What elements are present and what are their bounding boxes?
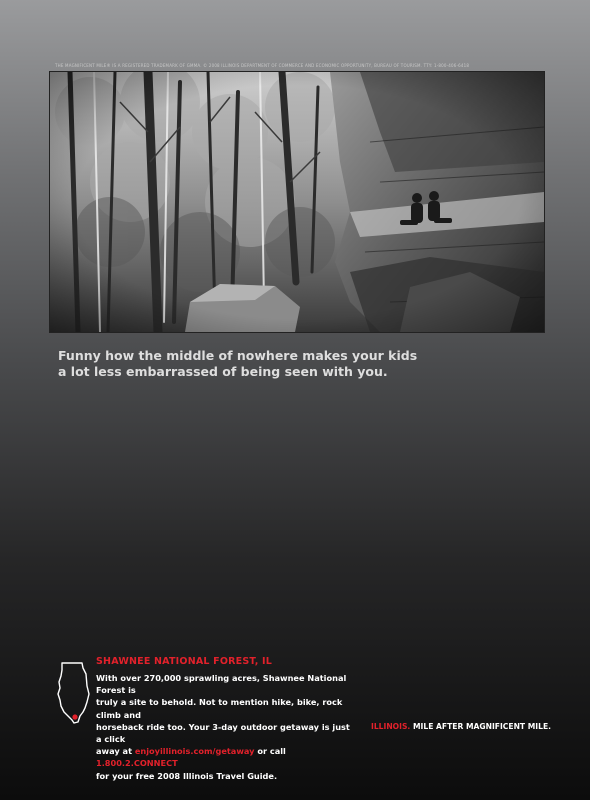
promo-line-4-prefix: away at bbox=[96, 746, 135, 757]
location-marker-icon bbox=[72, 714, 77, 719]
brand-slogan: MILE AFTER MAGNIFICENT MILE. bbox=[410, 722, 552, 731]
headline bbox=[58, 348, 458, 380]
forest-photo-illustration bbox=[50, 72, 544, 332]
brand-tagline bbox=[371, 722, 551, 731]
promo-line-2: truly a site to behold. Not to mention hike, bike, rock climb and bbox=[96, 697, 343, 720]
headline-line-1: Funny how the middle of nowhere makes your kids bbox=[58, 348, 418, 363]
promo-line-4-mid: or call bbox=[254, 746, 286, 757]
headline-line-2: a lot less embarrassed of being seen with you. bbox=[58, 364, 388, 379]
promo-body bbox=[96, 672, 356, 782]
forest-photo bbox=[49, 71, 545, 333]
legal-disclaimer: THE MAGNIFICENT MILE® IS A REGISTERED TRADEMARK OF GMMA. © 2008 ILLINOIS DEPARTMENT OF COMMERCE AND ECONOMIC OPPORTUNITY, BUREAU OF TOURISM. TTY: 1-800-406-6418 bbox=[55, 63, 470, 68]
destination-title: SHAWNEE NATIONAL FOREST, IL bbox=[96, 656, 272, 667]
promo-line-1: With over 270,000 sprawling acres, Shawnee National Forest is bbox=[96, 673, 347, 696]
illinois-map-icon bbox=[56, 660, 92, 726]
phone-number[interactable]: 1.800.2.CONNECT bbox=[96, 758, 178, 769]
brand-name: ILLINOIS. bbox=[371, 722, 411, 731]
promo-line-3: horseback ride too. Your 3-day outdoor getaway is just a click bbox=[96, 721, 350, 745]
promo-line-5: for your free 2008 Illinois Travel Guide. bbox=[96, 770, 278, 781]
website-link[interactable]: enjoyillinois.com/getaway bbox=[134, 746, 255, 757]
promo-line-4 bbox=[96, 745, 356, 769]
